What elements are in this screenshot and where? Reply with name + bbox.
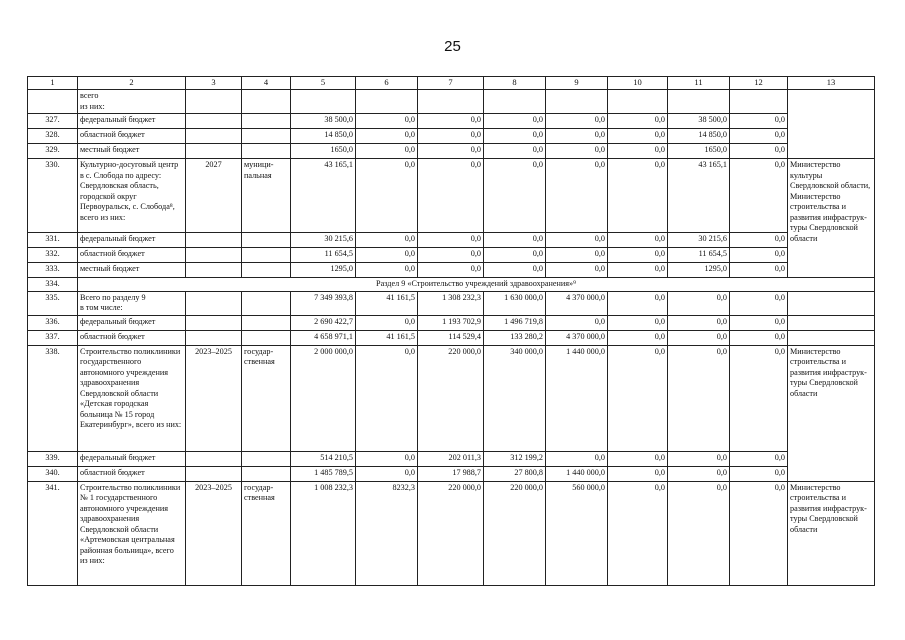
table-row xyxy=(28,315,875,330)
table-row xyxy=(28,159,875,233)
cell-value: 0,0 xyxy=(730,144,788,159)
cell-value: 0,0 xyxy=(608,159,668,233)
cell-value: 0,0 xyxy=(356,315,418,330)
table-row xyxy=(28,291,875,315)
row-number: 333. xyxy=(28,263,78,278)
cell-value: 14 850,0 xyxy=(668,129,730,144)
cell-total: 4 658 971,1 xyxy=(291,330,356,345)
col-header: 11 xyxy=(668,77,730,90)
row-number: 339. xyxy=(28,451,78,466)
table-row xyxy=(28,451,875,466)
cell-value: 11 654,5 xyxy=(668,248,730,263)
col-header: 5 xyxy=(291,77,356,90)
budget-table xyxy=(27,76,875,586)
cell-value: 0,0 xyxy=(484,129,546,144)
cell-value: 0,0 xyxy=(608,233,668,248)
row-label: федеральный бюджет xyxy=(78,315,186,330)
cell-years: 2027 xyxy=(186,159,242,233)
cell-value: 0,0 xyxy=(356,345,418,451)
row-label: Строительство поликлиники № 1 государственного автономного учреждения здравоохранения Свердловской области «Артемовская центральная районная больница», всего из них: xyxy=(78,481,186,585)
row-number: 328. xyxy=(28,129,78,144)
cell-total: 514 210,5 xyxy=(291,451,356,466)
cell-years: 2023–2025 xyxy=(186,481,242,585)
cell-total: 7 349 393,8 xyxy=(291,291,356,315)
responsible-cell: Министерство культуры Свердловской области, Министерство строительства и развития инфраструк-туры Свердловской области xyxy=(788,159,875,278)
row-number: 338. xyxy=(28,345,78,451)
cell-value: 0,0 xyxy=(546,144,608,159)
cell-value: 4 370 000,0 xyxy=(546,291,608,315)
cell-value: 38 500,0 xyxy=(668,114,730,129)
cell-value: 114 529,4 xyxy=(418,330,484,345)
cell-total: 38 500,0 xyxy=(291,114,356,129)
cell-value: 0,0 xyxy=(668,466,730,481)
cell-value: 202 011,3 xyxy=(418,451,484,466)
cell-total: 1650,0 xyxy=(291,144,356,159)
cell-value: 0,0 xyxy=(730,233,788,248)
row-label: местный бюджет xyxy=(78,144,186,159)
cell-value: 0,0 xyxy=(356,233,418,248)
row-number: 334. xyxy=(28,278,78,292)
cell-value: 0,0 xyxy=(484,114,546,129)
col-header: 4 xyxy=(242,77,291,90)
section-row xyxy=(28,278,875,292)
cell-value: 0,0 xyxy=(730,291,788,315)
table-row xyxy=(28,114,875,129)
cell-value: 0,0 xyxy=(546,114,608,129)
cell-value: 0,0 xyxy=(608,248,668,263)
cell-value: 0,0 xyxy=(356,114,418,129)
cell-value: 220 000,0 xyxy=(418,345,484,451)
cell-total: 2 000 000,0 xyxy=(291,345,356,451)
cell-years: 2023–2025 xyxy=(186,345,242,451)
cell-value: 0,0 xyxy=(668,481,730,585)
cell-value: 0,0 xyxy=(356,144,418,159)
cell-total: 30 215,6 xyxy=(291,233,356,248)
table-row xyxy=(28,90,875,114)
cell-value: 0,0 xyxy=(730,315,788,330)
table-row xyxy=(28,233,875,248)
cell-value: 0,0 xyxy=(356,159,418,233)
cell-value: 4 370 000,0 xyxy=(546,330,608,345)
row-label: областной бюджет xyxy=(78,129,186,144)
cell-value: 0,0 xyxy=(730,248,788,263)
cell-value: 0,0 xyxy=(418,129,484,144)
row-number: 337. xyxy=(28,330,78,345)
row-label: Всего по разделу 9 в том числе: xyxy=(78,291,186,315)
cell-value: 0,0 xyxy=(730,263,788,278)
row-label: федеральный бюджет xyxy=(78,451,186,466)
cell-value: 0,0 xyxy=(608,114,668,129)
cell-total: 1 008 232,3 xyxy=(291,481,356,585)
table-row xyxy=(28,466,875,481)
cell-value: 0,0 xyxy=(608,451,668,466)
cell-value: 0,0 xyxy=(546,159,608,233)
col-header: 3 xyxy=(186,77,242,90)
cell-value: 0,0 xyxy=(546,315,608,330)
cell-value: 220 000,0 xyxy=(418,481,484,585)
cell-value: 0,0 xyxy=(730,114,788,129)
row-number: 336. xyxy=(28,315,78,330)
cell-ownership: государ- ственная xyxy=(242,481,291,585)
cell-value: 0,0 xyxy=(546,129,608,144)
cell-value: 0,0 xyxy=(730,345,788,451)
cell-value: 41 161,5 xyxy=(356,291,418,315)
cell-total: 11 654,5 xyxy=(291,248,356,263)
row-label: федеральный бюджет xyxy=(78,233,186,248)
cell-value: 0,0 xyxy=(730,481,788,585)
cell-value: 312 199,2 xyxy=(484,451,546,466)
table-row xyxy=(28,144,875,159)
row-number: 341. xyxy=(28,481,78,585)
col-header: 12 xyxy=(730,77,788,90)
cell-value: 0,0 xyxy=(730,159,788,233)
cell-value: 0,0 xyxy=(608,330,668,345)
row-label: областной бюджет xyxy=(78,466,186,481)
col-header: 10 xyxy=(608,77,668,90)
row-label: областной бюджет xyxy=(78,330,186,345)
cell-value: 0,0 xyxy=(608,263,668,278)
cell-value: 0,0 xyxy=(608,345,668,451)
responsible-cell: Министерство строительства и развития инфраструк-туры Свердловской области xyxy=(788,345,875,481)
cell-value: 0,0 xyxy=(668,451,730,466)
cell-value: 0,0 xyxy=(418,114,484,129)
cell-value: 0,0 xyxy=(418,144,484,159)
cell-value: 17 988,7 xyxy=(418,466,484,481)
table-row xyxy=(28,263,875,278)
cell-value: 0,0 xyxy=(730,451,788,466)
cell-value: 0,0 xyxy=(668,345,730,451)
table-row xyxy=(28,481,875,585)
section-title: Раздел 9 «Строительство учреждений здравоохранения»⁹ xyxy=(78,278,875,292)
cell-value: 1 496 719,8 xyxy=(484,315,546,330)
cell-total: 43 165,1 xyxy=(291,159,356,233)
col-header: 9 xyxy=(546,77,608,90)
cell-value: 0,0 xyxy=(546,451,608,466)
row-number: 332. xyxy=(28,248,78,263)
row-number: 335. xyxy=(28,291,78,315)
row-label: Строительство поликлиники государственного автономного учреждения здравоохранения Свердловской области «Детская городская больница № 15 город Екатеринбург», всего из них: xyxy=(78,345,186,451)
responsible-cell xyxy=(788,291,875,315)
col-header: 2 xyxy=(78,77,186,90)
cell-total: 1 485 789,5 xyxy=(291,466,356,481)
col-header: 13 xyxy=(788,77,875,90)
cell-total: 1295,0 xyxy=(291,263,356,278)
cell-value: 1295,0 xyxy=(668,263,730,278)
cell-value: 0,0 xyxy=(418,233,484,248)
cell-value: 0,0 xyxy=(608,466,668,481)
cell-value: 0,0 xyxy=(546,263,608,278)
cell-value: 0,0 xyxy=(608,129,668,144)
row-label: Культурно-досуговый центр в с. Слобода по адресу: Свердловская область, городской округ Первоуральск, с. Слобода⁸, всего из них: xyxy=(78,159,186,233)
cell-value: 0,0 xyxy=(668,291,730,315)
responsible-cell: Министерство строительства и развития инфраструк-туры Свердловской области xyxy=(788,481,875,585)
cell-value: 0,0 xyxy=(608,315,668,330)
cell-value: 1 193 702,9 xyxy=(418,315,484,330)
cell-total: 2 690 422,7 xyxy=(291,315,356,330)
cell-value: 0,0 xyxy=(356,263,418,278)
table-row xyxy=(28,330,875,345)
cell-value: 0,0 xyxy=(484,159,546,233)
cell-ownership: государ- ственная xyxy=(242,345,291,451)
cell-value: 8232,3 xyxy=(356,481,418,585)
cell-value: 560 000,0 xyxy=(546,481,608,585)
cell-value: 30 215,6 xyxy=(668,233,730,248)
table-row xyxy=(28,345,875,451)
cell-value: 0,0 xyxy=(418,159,484,233)
col-header: 6 xyxy=(356,77,418,90)
header-row xyxy=(28,77,875,90)
table-row xyxy=(28,129,875,144)
cell-value: 1 440 000,0 xyxy=(546,466,608,481)
cell-total: 14 850,0 xyxy=(291,129,356,144)
row-number: 331. xyxy=(28,233,78,248)
cell-value: 340 000,0 xyxy=(484,345,546,451)
cell-value: 0,0 xyxy=(484,248,546,263)
cell-value: 41 161,5 xyxy=(356,330,418,345)
cell-value: 0,0 xyxy=(546,248,608,263)
cell-value: 0,0 xyxy=(356,451,418,466)
responsible-cell xyxy=(788,330,875,345)
cell-value: 1650,0 xyxy=(668,144,730,159)
col-header: 1 xyxy=(28,77,78,90)
cell-value: 1 630 000,0 xyxy=(484,291,546,315)
responsible-cell xyxy=(788,315,875,330)
cell-value: 0,0 xyxy=(484,263,546,278)
cell-value: 0,0 xyxy=(608,291,668,315)
responsible-cell xyxy=(788,90,875,159)
cell-value: 0,0 xyxy=(356,129,418,144)
row-number: 340. xyxy=(28,466,78,481)
cell-value: 0,0 xyxy=(484,144,546,159)
cell-value: 133 280,2 xyxy=(484,330,546,345)
cell-value: 0,0 xyxy=(418,263,484,278)
col-header: 8 xyxy=(484,77,546,90)
row-number: 330. xyxy=(28,159,78,233)
cell-value: 0,0 xyxy=(730,129,788,144)
cell-value: 0,0 xyxy=(356,248,418,263)
cell-value: 0,0 xyxy=(730,330,788,345)
row-number: 327. xyxy=(28,114,78,129)
cell-value: 0,0 xyxy=(608,144,668,159)
cell-ownership: муници- пальная xyxy=(242,159,291,233)
cell-value: 0,0 xyxy=(546,233,608,248)
row-number: 329. xyxy=(28,144,78,159)
row-label: всего из них: xyxy=(78,90,186,114)
table-row xyxy=(28,248,875,263)
page-number: 25 xyxy=(444,38,461,55)
cell-value: 43 165,1 xyxy=(668,159,730,233)
cell-value: 0,0 xyxy=(418,248,484,263)
cell-value: 220 000,0 xyxy=(484,481,546,585)
cell-value: 1 440 000,0 xyxy=(546,345,608,451)
col-header: 7 xyxy=(418,77,484,90)
cell-value: 0,0 xyxy=(608,481,668,585)
cell-value: 0,0 xyxy=(668,330,730,345)
cell-value: 27 800,8 xyxy=(484,466,546,481)
cell-value: 0,0 xyxy=(668,315,730,330)
row-label: областной бюджет xyxy=(78,248,186,263)
cell-value: 0,0 xyxy=(484,233,546,248)
cell-value: 0,0 xyxy=(356,466,418,481)
cell-value: 1 308 232,3 xyxy=(418,291,484,315)
row-label: федеральный бюджет xyxy=(78,114,186,129)
cell-value: 0,0 xyxy=(730,466,788,481)
row-label: местный бюджет xyxy=(78,263,186,278)
